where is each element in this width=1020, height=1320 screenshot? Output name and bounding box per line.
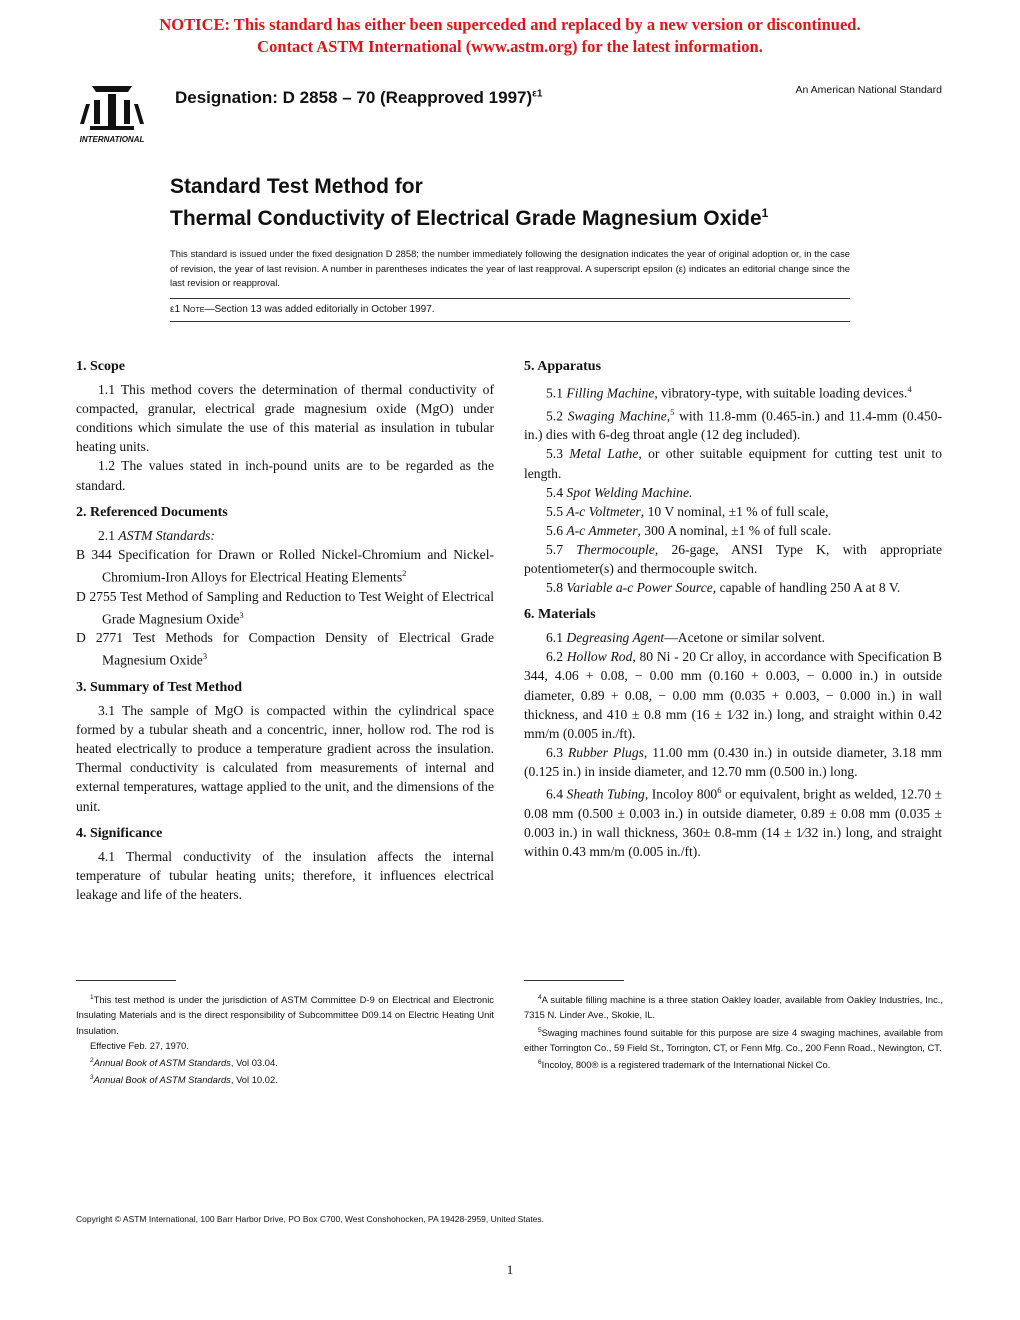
footnote: $^2$Annual Book of ASTM Standards, Vol 03.04. <box>90 1056 278 1069</box>
section-heading: 1. Scope <box>76 359 125 374</box>
footnote: $^3$Annual Book of ASTM Standards, Vol 10.02. <box>90 1074 278 1086</box>
paragraph: 4.1 Thermal conductivity of the insulation affects the internal temperature of tubular heating units; therefore, it influences electrical leakage and life of the heaters. <box>76 848 494 902</box>
paragraph: 5.3 Metal Lathe, or other suitable equipment for cutting test unit to length. <box>524 446 943 481</box>
section-heading: 2. Referenced Documents <box>76 504 228 520</box>
paragraph: 5.5 A-c Voltmeter, 10 V nominal, ±1 % of full scale, <box>546 503 829 519</box>
footnote: $^6$Incoloy, 800® is a registered trademark of the International Nickel Co. <box>538 1059 831 1071</box>
reference-item: B 344 Specification for Drawn or Rolled Nickel-Chromium and Nickel-Chromium-Iron Alloys for Electrical Heating Elements$^2$ <box>76 546 494 585</box>
issuance-note: This standard is issued under the fixed designation D 2858; the number immediately following the designation indicates the year of original adoption or, in the case of revision, the year of last revision. A number in parentheses indicates the year of last reapproval. A superscript epsilon (ε) indicates an editorial change since the last revision or reapproval. <box>170 248 850 289</box>
section-heading: 3. Summary of Test Method <box>76 680 243 695</box>
divider <box>170 321 850 322</box>
editorial-note: ε1 Note—Section 13 was added editorially in October 1997. <box>170 304 435 315</box>
designation: Designation: D 2858 – 70 (Reapproved 1997)$^{\varepsilon 1}$ <box>175 88 543 107</box>
section-heading: 5. Apparatus <box>524 359 602 374</box>
logo-sublabel: INTERNATIONAL <box>79 135 145 144</box>
paragraph: 5.8 Variable a-c Power Source, capable of handling 250 A at 8 V. <box>546 580 901 596</box>
paragraph: 1.2 The values stated in inch-pound units are to be regarded as the standard. <box>76 458 494 493</box>
paragraph: 6.1 Degreasing Agent—Acetone or similar solvent. <box>546 630 826 646</box>
paragraph: 5.1 Filling Machine, vibratory-type, with suitable loading devices.$^4$ <box>546 384 912 401</box>
paragraph: 3.1 The sample of MgO is compacted within the cylindrical space formed by a tubular sheath and a concentric, inner, hollow rod. The rod is heated electrically to produce a temperature gradient across the insulation. Thermal conductivity is calculated from measurements of internal and external temperatures, wattage applied to the unit, and the dimensions of the unit. <box>76 703 494 814</box>
paragraph: 1.1 This method covers the determination of thermal conductivity of compacted, granular, electrical grade magnesium oxide (MgO) under conditions which simulate the use of this material as insulation in tubular heating units. <box>76 382 494 455</box>
footnotes-right <box>524 990 943 1072</box>
reference-item: D 2771 Test Methods for Compaction Density of Electrical Grade Magnesium Oxide$^3$ <box>76 630 494 668</box>
paragraph: 5.2 Swaging Machine,$^5$ with 11.8-mm (0.465-in.) and 11.4-mm (0.450-in.) dies with 6-deg throat angle (12 deg included). <box>524 406 942 443</box>
document-title <box>170 174 768 232</box>
paragraph: 5.6 A-c Ammeter, 300 A nominal, ±1 % of full scale. <box>546 522 832 538</box>
copyright: Copyright © ASTM International, 100 Barr Harbor Drive, PO Box C700, West Conshohocken, PA 19428-2959, United States. <box>76 1214 545 1224</box>
footnote: Effective Feb. 27, 1970. <box>90 1039 189 1051</box>
footnote-divider <box>524 980 624 981</box>
reference-item: D 2755 Test Method of Sampling and Reduction to Test Weight of Electrical Grade Magnesium Oxide$^3$ <box>76 588 494 627</box>
footnote: $^4$A suitable filling machine is a three station Oakley loader, available from Oakley Industries, Inc., 7315 N. Linder Ave., Skokie, IL. <box>524 994 943 1021</box>
divider <box>170 298 850 299</box>
astm-logo <box>62 78 162 148</box>
footnote-divider <box>76 980 176 981</box>
title-line-1: Standard Test Method for <box>170 175 423 198</box>
page-number: 1 <box>506 1262 514 1277</box>
paragraph: 5.7 Thermocouple, 26-gage, ANSI Type K, with appropriate potentiometer(s) and thermocouple switch. <box>524 541 942 576</box>
section-heading: 4. Significance <box>76 825 163 841</box>
paragraph: 5.4 Spot Welding Machine. <box>546 484 693 500</box>
footnote: $^1$This test method is under the jurisdiction of ASTM Committee D-9 on Electrical and Electronic Insulating Materials and is the direct responsibility of Subcommittee D09.14 on Electric Heating Unit Insulation. <box>76 994 494 1036</box>
right-column <box>524 357 942 861</box>
footnote: $^5$Swaging machines found suitable for this purpose are size 4 swaging machines, available from either Torrington Co., 59 Field St., Torrington, CT, or Fenn Mfg. Co., 200 Fenn Road., Newington, CT. <box>524 1026 943 1053</box>
paragraph: 2.1 ASTM Standards: <box>98 527 215 543</box>
title-line-2: Thermal Conductivity of Electrical Grade Magnesium Oxide$^1$ <box>170 206 769 230</box>
national-standard-label: An American National Standard <box>795 84 942 96</box>
paragraph: 6.3 Rubber Plugs, 11.00 mm (0.430 in.) in outside diameter, 3.18 mm (0.125 in.) in inside diameter, and 12.70 mm (0.500 in.) long. <box>524 744 942 779</box>
notice-line-1: NOTICE: This standard has either been superceded and replaced by a new version or discontinued. <box>159 15 861 34</box>
footnotes-left <box>76 990 494 1088</box>
notice-line-2: Contact ASTM International (www.astm.org) for the latest information. <box>257 37 763 56</box>
left-column <box>76 357 494 904</box>
notice-banner <box>0 14 1020 58</box>
paragraph: 6.4 Sheath Tubing, Incoloy $800^6$ or equivalent, bright as welded, 12.70 ± 0.08 mm (0.500 ± 0.003 in.) in outside diameter, 0.89 ± 0.08 mm (0.035 ± 0.003 in.) in wall thickness, 360± 0.8-mm (14 ± 1⁄32 in.) long, and straight within 0.43 mm/m (0.005 in./ft). <box>524 785 942 859</box>
paragraph: 6.2 Hollow Rod, 80 Ni - 20 Cr alloy, in accordance with Specification B 344, 4.06 + 0.08, − 0.00 mm (0.160 + 0.003, − 0.000 in.) in outside diameter, 0.89 + 0.08, − 0.00 mm (0.035 + 0.003, − 0.000 in.) in wall thickness, and 410 ± 0.8 mm (16 ± 1⁄32 in.) long, and straight within 0.42 mm/m (0.005 in./ft). <box>524 649 942 741</box>
section-heading: 6. Materials <box>524 607 596 623</box>
